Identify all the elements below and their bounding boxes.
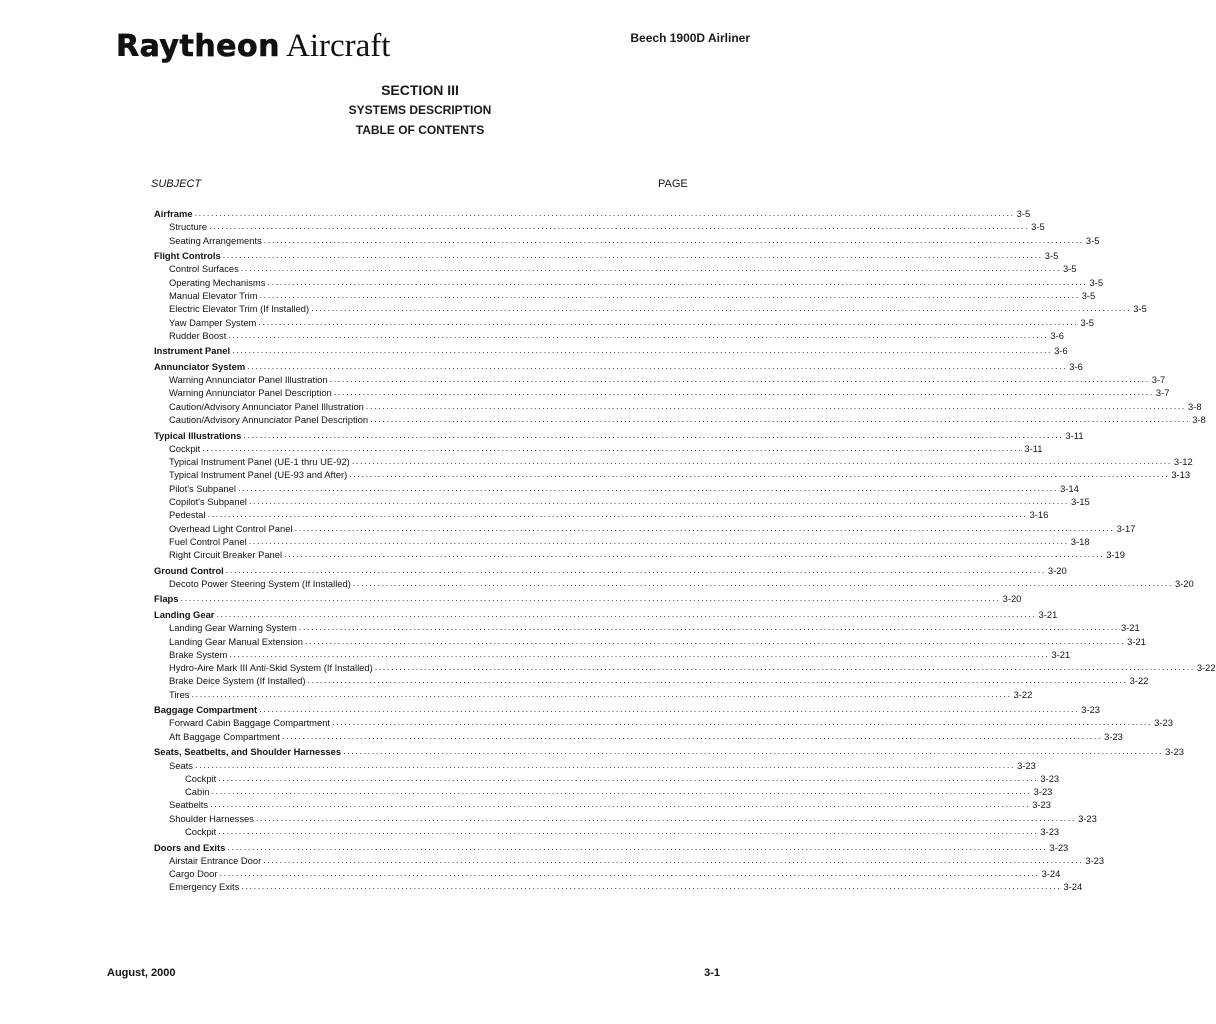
toc-entry bbox=[154, 316, 1095, 329]
toc-heading: TABLE OF CONTENTS bbox=[355, 123, 485, 137]
toc-entry-page: 3-23 bbox=[1165, 746, 1184, 758]
logo-brand: Raytheon bbox=[116, 29, 280, 64]
toc-entry bbox=[154, 276, 1104, 289]
toc-entry bbox=[154, 442, 1043, 455]
toc-entry-title: Landing Gear Warning System bbox=[169, 622, 297, 634]
toc-entry bbox=[154, 455, 1193, 468]
toc-dot-leader: ........................................................................................................................................................................................................ bbox=[225, 564, 1046, 575]
toc-entry bbox=[154, 674, 1149, 687]
toc-dot-leader: ........................................................................................................................................................................................................ bbox=[216, 608, 1037, 619]
toc-entry-page: 3-23 bbox=[1154, 717, 1173, 729]
toc-entry bbox=[154, 548, 1125, 561]
toc-entry-title: Seating Arrangements bbox=[169, 234, 262, 246]
toc-dot-leader: ........................................................................................................................................................................................................ bbox=[370, 414, 1191, 425]
toc-entry-title: Cockpit bbox=[169, 442, 201, 454]
toc-dot-leader: ........................................................................................................................................................................................................ bbox=[227, 841, 1048, 852]
toc-dot-leader: ........................................................................................................................................................................................................ bbox=[248, 535, 1069, 546]
toc-entry bbox=[154, 373, 1166, 386]
toc-dot-leader: ........................................................................................................................................................................................................ bbox=[240, 263, 1061, 274]
toc-dot-leader: ........................................................................................................................................................................................................ bbox=[351, 456, 1172, 467]
toc-dot-leader: ........................................................................................................................................................................................................ bbox=[329, 374, 1150, 385]
toc-entry-title: Operating Mechanisms bbox=[169, 276, 266, 288]
toc-entry bbox=[154, 207, 1031, 220]
toc-entry bbox=[154, 703, 1101, 716]
brand-logo bbox=[116, 28, 390, 65]
toc-dot-leader: ........................................................................................................................................................................................................ bbox=[365, 400, 1187, 411]
toc-dot-leader: ........................................................................................................................................................................................................ bbox=[222, 250, 1043, 261]
toc-dot-leader: ........................................................................................................................................................................................................ bbox=[237, 482, 1059, 493]
toc-entry-page: 3-24 bbox=[1041, 868, 1061, 880]
toc-entry-page: 3-7 bbox=[1151, 374, 1166, 386]
toc-entry bbox=[154, 508, 1049, 521]
toc-entry bbox=[154, 413, 1206, 426]
toc-entry-title: Aft Baggage Compartment bbox=[169, 730, 280, 742]
toc-entry-page: 3-12 bbox=[1173, 456, 1193, 468]
toc-dot-leader: ........................................................................................................................................................................................................ bbox=[228, 329, 1049, 340]
toc-entry-page: 3-23 bbox=[1081, 704, 1101, 716]
toc-entry bbox=[154, 564, 1067, 577]
toc-dot-leader: ........................................................................................................................................................................................................ bbox=[311, 303, 1132, 314]
toc-dot-leader: ........................................................................................................................................................................................................ bbox=[218, 826, 1039, 837]
toc-entry-page: 3-23 bbox=[1033, 786, 1053, 798]
toc-entry-title: Copilot's Subpanel bbox=[169, 495, 247, 507]
toc-entry bbox=[154, 880, 1083, 893]
toc-entry-title: Pedestal bbox=[169, 509, 206, 521]
toc-dot-leader: ........................................................................................................................................................................................................ bbox=[258, 316, 1079, 327]
toc-dot-leader: ........................................................................................................................................................................................................ bbox=[267, 276, 1088, 287]
toc-entry bbox=[154, 234, 1100, 247]
toc-entry-page: 3-5 bbox=[1031, 221, 1045, 233]
toc-entry-title: Typical Illustrations bbox=[154, 429, 242, 441]
section-heading: SECTION III bbox=[381, 82, 459, 98]
toc-dot-leader: ........................................................................................................................................................................................................ bbox=[218, 772, 1039, 783]
toc-entry bbox=[154, 302, 1147, 315]
toc-entry-page: 3-22 bbox=[1129, 675, 1149, 687]
toc-entry-title: Instrument Panel bbox=[154, 345, 231, 357]
toc-entry-page: 3-21 bbox=[1127, 635, 1146, 647]
toc-entry-title: Cargo Door bbox=[169, 868, 218, 880]
toc-dot-leader: ........................................................................................................................................................................................................ bbox=[207, 509, 1028, 520]
toc-entry-title: Pilot's Subpanel bbox=[169, 482, 236, 494]
toc-entry-title: Yaw Damper System bbox=[169, 316, 257, 328]
toc-entry bbox=[154, 429, 1084, 442]
toc-entry-page: 3-20 bbox=[1174, 577, 1194, 589]
toc-entry bbox=[154, 730, 1123, 743]
toc-entry bbox=[154, 535, 1090, 548]
toc-entry-title: Overhead Light Control Panel bbox=[169, 522, 293, 534]
toc-entry-title: Cockpit bbox=[185, 826, 217, 838]
toc-entry-title: Airstair Entrance Door bbox=[169, 854, 262, 866]
toc-entry-title: Warning Annunciator Panel Description bbox=[169, 387, 332, 399]
toc-entry bbox=[154, 841, 1069, 854]
toc-dot-leader: ........................................................................................................................................................................................................ bbox=[255, 812, 1077, 823]
toc-dot-leader: ........................................................................................................................................................................................................ bbox=[243, 429, 1064, 440]
toc-entry-title: Control Surfaces bbox=[169, 263, 239, 275]
column-header-page: PAGE bbox=[658, 178, 688, 190]
toc-entry bbox=[154, 360, 1083, 373]
toc-entry-title: Baggage Compartment bbox=[154, 704, 258, 716]
toc-entry bbox=[154, 522, 1136, 535]
toc-entry bbox=[154, 772, 1060, 785]
toc-entry-title: Typical Instrument Panel (UE-93 and After) bbox=[169, 469, 348, 481]
toc-dot-leader: ........................................................................................................................................................................................................ bbox=[333, 387, 1154, 398]
toc-entry-page: 3-23 bbox=[1032, 799, 1051, 811]
toc-entry-title: Brake System bbox=[169, 648, 228, 660]
toc-entry-title: Right Circuit Breaker Panel bbox=[169, 549, 283, 561]
toc-entry-title: Warning Annunciator Panel Illustration bbox=[169, 374, 328, 386]
footer-date: August, 2000 bbox=[107, 967, 176, 979]
column-header-subject: SUBJECT bbox=[151, 178, 202, 190]
toc-entry bbox=[154, 577, 1194, 590]
toc-entry-title: Seats, Seatbelts, and Shoulder Harnesses bbox=[154, 746, 342, 758]
toc-entry-page: 3-23 bbox=[1040, 772, 1060, 784]
footer-page-number: 3-1 bbox=[704, 967, 720, 979]
toc-entry-page: 3-14 bbox=[1060, 482, 1079, 494]
toc-dot-leader: ........................................................................................................................................................................................................ bbox=[248, 495, 1069, 506]
toc-dot-leader: ........................................................................................................................................................................................................ bbox=[352, 577, 1173, 588]
toc-entry-page: 3-5 bbox=[1016, 208, 1031, 219]
toc-entry-title: Annunciator System bbox=[154, 360, 246, 372]
toc-dot-leader: ........................................................................................................................................................................................................ bbox=[180, 593, 1001, 604]
toc-dot-leader: ........................................................................................................................................................................................................ bbox=[263, 854, 1084, 865]
toc-entry-page: 3-5 bbox=[1062, 263, 1077, 275]
toc-entry-page: 3-18 bbox=[1070, 535, 1090, 547]
table-of-contents bbox=[154, 207, 1216, 894]
toc-entry bbox=[154, 289, 1096, 302]
toc-entry-page: 3-23 bbox=[1104, 730, 1123, 742]
toc-dot-leader: ........................................................................................................................................................................................................ bbox=[259, 289, 1080, 300]
toc-dot-leader: ........................................................................................................................................................................................................ bbox=[219, 868, 1040, 879]
toc-dot-leader: ........................................................................................................................................................................................................ bbox=[284, 549, 1105, 560]
toc-dot-leader: ........................................................................................................................................................................................................ bbox=[307, 675, 1128, 686]
toc-dot-leader: ........................................................................................................................................................................................................ bbox=[263, 234, 1084, 245]
toc-entry-page: 3-5 bbox=[1080, 316, 1095, 328]
toc-entry-page: 3-5 bbox=[1044, 250, 1059, 262]
toc-entry-page: 3-17 bbox=[1116, 522, 1136, 534]
toc-entry-page: 3-23 bbox=[1049, 841, 1069, 853]
toc-entry-title: Forward Cabin Baggage Compartment bbox=[169, 717, 331, 729]
toc-dot-leader: ........................................................................................................................................................................................................ bbox=[209, 221, 1030, 232]
toc-entry-title: Caution/Advisory Annunciator Panel Description bbox=[169, 414, 369, 426]
toc-entry-title: Cabin bbox=[185, 786, 210, 798]
toc-entry-title: Seatbelts bbox=[169, 799, 209, 811]
toc-entry bbox=[154, 688, 1033, 701]
toc-entry bbox=[154, 262, 1077, 275]
toc-entry-page: 3-8 bbox=[1192, 414, 1206, 426]
toc-entry-page: 3-21 bbox=[1038, 608, 1058, 620]
toc-entry-title: Electric Elevator Trim (If Installed) bbox=[169, 303, 310, 315]
toc-dot-leader: ........................................................................................................................................................................................................ bbox=[194, 208, 1015, 218]
toc-entry-page: 3-20 bbox=[1047, 564, 1067, 576]
toc-entry-title: Decoto Power Steering System (If Installed) bbox=[169, 577, 351, 589]
toc-entry-page: 3-21 bbox=[1051, 648, 1071, 660]
toc-entry-title: Typical Instrument Panel (UE-1 thru UE-92) bbox=[169, 456, 350, 468]
toc-entry-page: 3-23 bbox=[1078, 812, 1097, 824]
toc-dot-leader: ........................................................................................................................................................................................................ bbox=[191, 688, 1012, 699]
toc-entry-title: Tires bbox=[169, 688, 190, 700]
toc-dot-leader: ........................................................................................................................................................................................................ bbox=[343, 746, 1164, 757]
toc-entry-title: Brake Deice System (If Installed) bbox=[169, 675, 306, 687]
toc-entry bbox=[154, 867, 1061, 880]
toc-entry bbox=[154, 759, 1036, 772]
toc-dot-leader: ........................................................................................................................................................................................................ bbox=[294, 522, 1115, 533]
aircraft-model: Beech 1900D Airliner bbox=[630, 31, 750, 45]
toc-entry-page: 3-22 bbox=[1196, 662, 1216, 674]
toc-entry bbox=[154, 621, 1140, 634]
toc-entry-title: Emergency Exits bbox=[169, 881, 240, 893]
toc-entry-page: 3-11 bbox=[1024, 442, 1043, 454]
toc-entry-page: 3-7 bbox=[1155, 387, 1170, 399]
toc-dot-leader: ........................................................................................................................................................................................................ bbox=[194, 759, 1016, 770]
toc-entry bbox=[154, 648, 1071, 661]
toc-entry bbox=[154, 745, 1184, 758]
toc-entry-title: Structure bbox=[169, 221, 208, 233]
toc-entry-page: 3-6 bbox=[1054, 345, 1068, 357]
toc-dot-leader: ........................................................................................................................................................................................................ bbox=[282, 730, 1103, 741]
toc-entry-title: Landing Gear bbox=[154, 608, 215, 620]
toc-dot-leader: ........................................................................................................................................................................................................ bbox=[211, 786, 1032, 797]
toc-entry-page: 3-19 bbox=[1106, 549, 1125, 561]
toc-entry-title: Rudder Boost bbox=[169, 329, 227, 341]
toc-entry-title: Landing Gear Manual Extension bbox=[169, 635, 303, 647]
toc-entry-page: 3-5 bbox=[1133, 303, 1147, 315]
toc-entry bbox=[154, 825, 1060, 838]
toc-entry-title: Airframe bbox=[154, 208, 193, 219]
toc-entry-page: 3-16 bbox=[1029, 509, 1049, 521]
toc-dot-leader: ........................................................................................................................................................................................................ bbox=[332, 717, 1153, 728]
toc-entry-title: Shoulder Harnesses bbox=[169, 812, 254, 824]
toc-entry-page: 3-8 bbox=[1188, 400, 1202, 412]
toc-dot-leader: ........................................................................................................................................................................................................ bbox=[210, 799, 1031, 810]
toc-entry bbox=[154, 635, 1146, 648]
toc-dot-leader: ........................................................................................................................................................................................................ bbox=[247, 360, 1068, 371]
toc-entry-page: 3-24 bbox=[1063, 881, 1083, 893]
toc-entry-title: Fuel Control Panel bbox=[169, 535, 247, 547]
toc-entry bbox=[154, 812, 1097, 825]
section-subtitle: SYSTEMS DESCRIPTION bbox=[348, 103, 492, 117]
toc-entry bbox=[154, 495, 1090, 508]
toc-entry-title: Caution/Advisory Annunciator Panel Illustration bbox=[169, 400, 364, 412]
toc-entry-title: Ground Control bbox=[154, 564, 224, 576]
toc-entry-title: Flaps bbox=[154, 593, 179, 605]
logo-suffix: Aircraft bbox=[286, 28, 391, 64]
toc-dot-leader: ........................................................................................................................................................................................................ bbox=[202, 442, 1023, 453]
toc-entry-page: 3-15 bbox=[1071, 495, 1090, 507]
toc-entry bbox=[154, 468, 1191, 481]
toc-entry bbox=[154, 608, 1058, 621]
toc-entry bbox=[154, 220, 1045, 233]
toc-dot-leader: ........................................................................................................................................................................................................ bbox=[229, 648, 1050, 659]
toc-entry bbox=[154, 400, 1202, 413]
toc-entry-page: 3-23 bbox=[1017, 759, 1036, 771]
toc-dot-leader: ........................................................................................................................................................................................................ bbox=[304, 635, 1126, 646]
toc-entry-page: 3-11 bbox=[1065, 429, 1084, 441]
toc-dot-leader: ........................................................................................................................................................................................................ bbox=[298, 622, 1119, 633]
toc-entry-page: 3-21 bbox=[1120, 622, 1140, 634]
toc-entry-page: 3-23 bbox=[1040, 826, 1060, 838]
toc-entry-page: 3-5 bbox=[1085, 234, 1100, 246]
toc-entry bbox=[154, 482, 1079, 495]
toc-entry-page: 3-23 bbox=[1085, 854, 1105, 866]
toc-entry-title: Flight Controls bbox=[154, 250, 221, 262]
toc-entry-page: 3-13 bbox=[1171, 469, 1191, 481]
toc-dot-leader: ........................................................................................................................................................................................................ bbox=[374, 662, 1195, 673]
toc-dot-leader: ........................................................................................................................................................................................................ bbox=[241, 881, 1062, 892]
toc-entry-page: 3-5 bbox=[1089, 276, 1104, 288]
toc-entry-title: Doors and Exits bbox=[154, 841, 226, 853]
toc-entry-title: Manual Elevator Trim bbox=[169, 289, 258, 301]
toc-entry-page: 3-6 bbox=[1069, 360, 1083, 372]
toc-entry-page: 3-5 bbox=[1081, 289, 1096, 301]
toc-entry bbox=[154, 249, 1059, 262]
toc-entry bbox=[154, 785, 1053, 798]
toc-entry bbox=[154, 798, 1051, 811]
toc-entry bbox=[154, 386, 1170, 399]
toc-entry bbox=[154, 329, 1064, 342]
toc-dot-leader: ........................................................................................................................................................................................................ bbox=[349, 469, 1170, 480]
toc-entry bbox=[154, 661, 1216, 674]
toc-dot-leader: ........................................................................................................................................................................................................ bbox=[259, 704, 1080, 715]
toc-entry bbox=[154, 854, 1105, 867]
toc-entry bbox=[154, 716, 1173, 729]
toc-entry-title: Hydro-Aire Mark III Anti-Skid System (If Installed) bbox=[169, 662, 373, 674]
toc-entry-title: Cockpit bbox=[185, 772, 217, 784]
toc-entry-page: 3-22 bbox=[1013, 688, 1033, 700]
toc-dot-leader: ........................................................................................................................................................................................................ bbox=[232, 345, 1053, 356]
toc-entry bbox=[154, 344, 1068, 357]
toc-entry bbox=[154, 592, 1022, 605]
toc-entry-title: Seats bbox=[169, 759, 193, 771]
toc-entry-page: 3-20 bbox=[1002, 593, 1022, 605]
toc-entry-page: 3-6 bbox=[1050, 329, 1064, 341]
